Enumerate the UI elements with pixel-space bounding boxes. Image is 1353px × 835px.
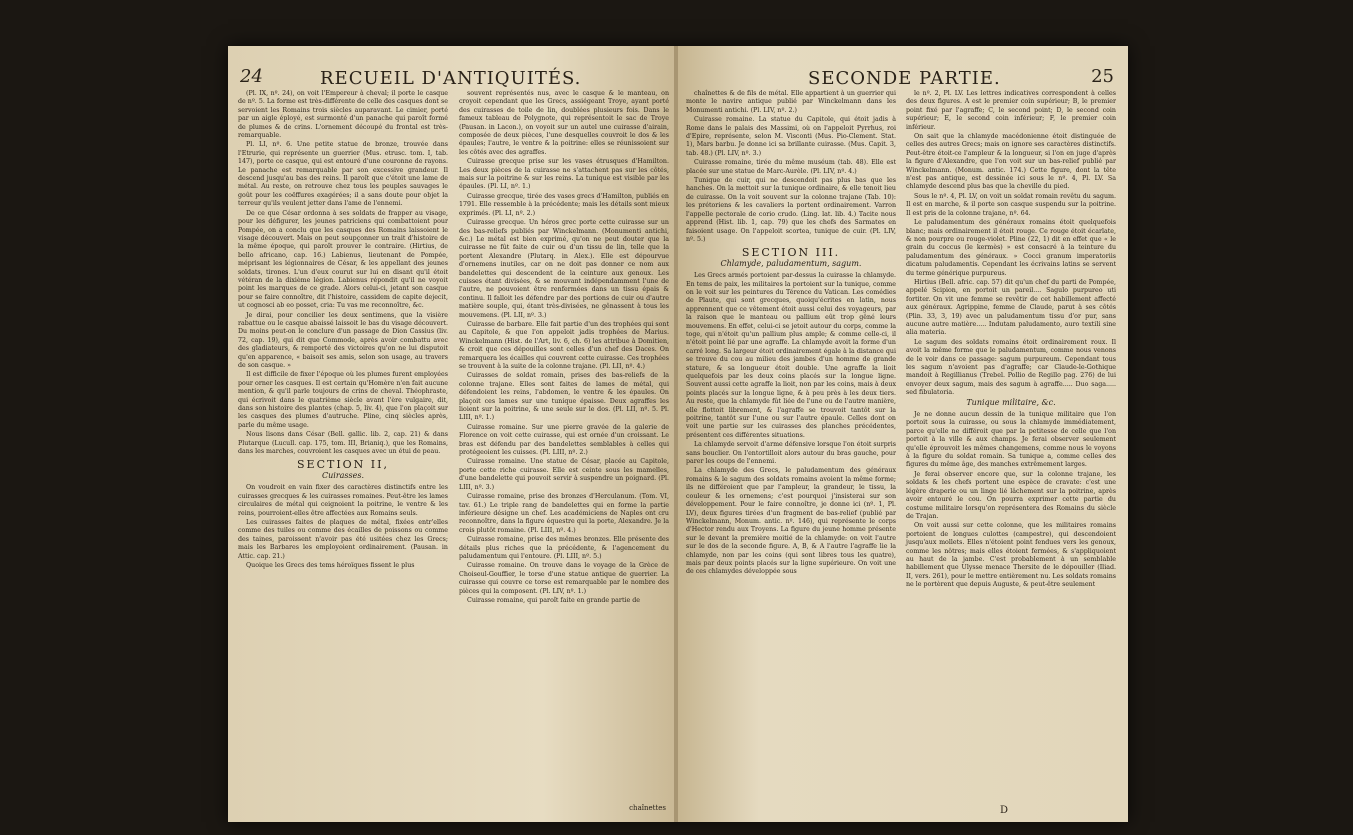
running-head-right: SECONDE PARTIE. [808,68,1001,89]
paragraph: Le sagum des soldats romains étoit ordinairement roux. Il avoit la même forme que le paludamentum, comme nous venons de le voir dans ce passage: sagum purpureum. Cependant tous les sagum n'avoient pas d'agraffe; car Claude-le-Gothique mandoit à Regillianus (Trebel. Pollio de Regillo pag. 276) de lui envoyer deux sagum, mais des sagum à agraffe..... Duo saga..... sed fibulatoria. [906,338,1116,397]
paragraph: (Pl. IX, nº. 24), on voit l'Empereur à cheval; il porte le casque de nº. 5. La forme est très-différente de celle des casques dont se servoient les Romains trois siècles auparavant. Le cimier, porté par un aigle éployé, est surmonté d'un panache qui paroît formé de plumes & de crins. L'ornement découpé du frontal est très-remarquable. [238,90,448,140]
paragraph: Quoique les Grecs des tems héroïques fissent le plus [246,561,415,569]
paragraph: On sait que la chlamyde macédonienne étoit distinguée de celles des autres Grecs; mais on ignore ses caractères distinctifs. Peut-être étoit-ce l'ampleur & la longueur, si l'on en juge d'après la figure d'Alexandre, que l'on voit sur un bas-relief publié par Winckelmann. (Monum. antic. 174.) Cette figure, dont la tête n'est pas antique, est dessinée ici sous le nº. 4, Pl. LV. Sa chlamyde descend plus bas que la cheville du pied. [906,133,1116,191]
right-page [678,46,1128,822]
paragraph: Tunique de cuir, qui ne descendoit pas plus bas que les hanches. On la mettoit sur la tunique ordinaire, & elle tenoit lieu de cuirasse. On la voit souvent sur la colonne trajane (Tab. 10): les prétoriens & les cavaliers la portent ordinairement. Varron l'appelle pectorale de corio crudo. (Ling. lat. lib. 4.) Tacite nous apprend (Hist. lib. 1, cap. 79) que les chefs des Sarmates en faisoient usage. On l'appeloit scortea, tunique de cuir. (Pl. LIV, nº. 5.) [686,177,896,243]
left-column-2-body [459,90,669,605]
left-column-1 [238,90,448,571]
right-column-1 [686,90,896,578]
paragraph: Le paludamentum des généraux romains étoit quelquefois blanc; mais ordinairement il étoit rouge. Ce rouge étoit écarlate, & non pourpre ou rouge-violet. Pline (22, 1) dit en effet que « le grain du coccus (le kermès) » est consacré à la teinture du paludamentum des généraux. » Cocci granum imperatoriis dicatum paludamentis. Cependant les écrivains latins se servent du terme générique purpureus. [906,219,1116,277]
section-ii-title: SECTION II, [297,458,389,472]
paragraph: Cuirasse romaine. Une statue de César, placée au Capitole, porte cette riche cuirasse. Elle est ceinte sous les mamelles, d'une bandelette qui pouvoit servir à suspendre un poignard. (Pl. LIII, nº. 3.) [459,458,669,491]
page-number-right: 25 [1091,66,1114,87]
paragraph: Cuirasse grecque, tirée des vases grecs d'Hamilton, publiés en 1791. Elle ressemble à la précédente; mais les détails sont mieux exprimés. (Pl. LI, nº. 2.) [459,192,669,217]
paragraph: souvent représentés nus, avec le casque & le manteau, on croyoit cependant que les Grecs, assiégeant Troye, ayant porté des cuirasses de toile de lin, doublées plusieurs fois. Dans le fameux tableau de Polygnote, qui représentoit le sac de Troye (Pausan. in Lacon.), on voyoit sur un autel une cuirasse d'airain, composée de deux pièces, l'une desquelles couvroit le dos & les épaules; l'autre, le ventre & la poitrine: elles se réunissoient sur les côtés avec des agraffes. [459,90,669,156]
paragraph: Cuirasse romaine, prise des mêmes bronzes. Elle présente des détails plus riches que la précédente, & l'agencement du paludamentum qui l'entoure. (Pl. LIII, nº. 5.) [459,536,669,560]
right-column-2-body-continued [906,411,1116,590]
right-column-2-body [906,90,1116,398]
section-iii-subtitle: Chlamyde, paludamentum, sagum. [720,258,862,268]
paragraph: La chlamyde servoit d'arme défensive lorsque l'on étoit surpris sans bouclier. On l'entortilloit alors autour du bras gauche, pour parer les coups de l'ennemi. [686,441,896,466]
paragraph: Cuirasse romaine. Sur une pierre gravée de la galerie de Florence on voit cette cuirasse, qui est ornée d'un croissant. Le bras est défendu par des bandelettes semblables à celles qui protégeoient les cuisses. (Pl. LIII, nº. 2.) [459,423,669,457]
paragraph: Cuirasse romaine. On trouve dans le voyage de la Grèce de Choiseul-Gouffier, le torse d'une statue antique de guerrier. La cuirasse qui couvre ce torse est remarquable par le nombre des pièces qui la composent. (Pl. LIV, nº. 1.) [459,562,669,595]
section-iii-title: SECTION III. [741,246,841,260]
paragraph: Cuirasse romaine, prise des bronzes d'Herculanum. (Tom. VI, tav. 61.) Le triple rang de bandelettes qui en forme la partie inférieure désigne un chef. Les académiciens de Naples ont cru reconnoître, dans la figure équestre qui la porte, Alexandre. Je la crois plutôt romaine. (Pl. LIII, nº. 4.) [459,493,669,534]
paragraph: Il est difficile de fixer l'époque où les plumes furent employées pour orner les casques. Il est certain qu'Homère n'en fait aucune mention, & qu'il parle toujours de crins de cheval. Théophraste, qui écrivoit dans le quatrième siècle avant l'ère vulgaire, dit, dans son histoire des plantes (chap. 5, liv. 4), que l'on plaçoit sur les casques des plumes d'autruche. Pline, cinq siècles après, parle du même usage. [238,371,448,429]
left-column-1-body-continued [238,484,448,570]
page-number-left: 24 [240,66,263,87]
paragraph: On voit aussi sur cette colonne, que les militaires romains portoient de longues culottes (campestre), qui descendoient jusqu'aux mollets. Elles n'étoient point fendues vers les genoux, comme les nôtres; mais elles étoient fermées, & s'appliquoient au haut de la jambe. C'est probablement à un semblable habillement que Ulysse menace Thersite de le dépouiller (Iliad. II, vers. 261), pour le mettre entièrement nu. Les soldats romains ne le portèrent que depuis Auguste, & peut-être seulement [906,522,1116,589]
section-ii-subtitle: Cuirasses. [321,470,365,480]
running-head-left: RECUEIL D'ANTIQUITÉS. [320,68,582,89]
paragraph: De ce que César ordonna à ses soldats de frapper au visage, pour les défigurer, les jeunes patriciens qui combattoient pour Pompée, on a conclu que les casques des Romains laissoient le visage découvert. Mais on peut soupçonner un trait d'histoire de la même époque, qui paroît prouver le contraire. (Hirtius, de bello africano, cap. 16.) Labienus, lieutenant de Pompée, méprisant les légionnaires de César, & les appellant des jeunes soldats, tirones. L'un d'eux courut sur lui en disant qu'il étoit vétéran de la dixième légion. Labienus répondit qu'il ne voyoit point les marques de ce grade. Alors celui-ci, jetant son casque pour se faire connoître, dit l'histoire, cassidem de capite dejecit, ut cognosci ab eo posset, cria: Tu vas me reconnoître, &c. [238,209,448,310]
tunique-militaire-title: Tunique militaire, &c. [966,397,1056,407]
paragraph: Hirtius (Bell. afric. cap. 57) dit qu'un chef du parti de Pompée, appelé Scipion, en portoit un pareil.... Sagulo purpureo uti fortiter. On vit une femme se revêtir de cet habillement affecté aux généraux. Agrippine, femme de Claude, parut à ses côtés (Plin. 33, 3, 19) avec un paludamentum tissu d'or pur, sans aucune autre matière..... Indutam paludamento, auro textili sine alia materia. [906,278,1116,337]
right-column-1-body-continued [686,272,896,577]
paragraph: Cuirasse romaine, tirée du même muséum (tab. 48). Elle est placée sur une statue de Marc-Aurèle. (Pl. LIV, nº. 4.) [686,159,896,175]
paragraph: Cuirasse romaine. La statue du Capitole, qui étoit jadis à Rome dans le palais des Massimi, où on l'appeloit Pyrrhus, roi d'Epire, représente, selon M. Visconti (Mus. Pio-Clement. Stat. 1), Mars barbu. Je donne ici sa brillante cuirasse. (Mus. Capit. 3, tab. 48.) (Pl. LIV, nº. 3.) [686,116,896,157]
paragraph: Sous le nº. 4, Pl. LV, on voit un soldat romain revêtu du sagum. Il est en marche, & il porte son casque suspendu sur la poitrine. Il est pris de la colonne trajane, nº. 64. [906,192,1116,217]
right-column-1-body [686,90,896,244]
paragraph: Cuirasse romaine, qui paroît faite en grande partie de [467,596,640,604]
paragraph: Cuirasse grecque. Un héros grec porte cette cuirasse sur un des bas-reliefs publiés par Winckelmann. (Monumenti antichi, &c.) Le métal est bien exprimé, qu'on ne peut douter que la cuirasse ne fût faite de cuir ou d'un tissu de lin, telle que la portent Alexandre (Plutarq. in Alex.). Elle est dépourvue d'ornemens inutiles, car on ne doit pas donner ce nom aux bandelettes qui descendent de la ceinture aux genoux. Les cuisses étant divisées, & se mouvant indépendamment l'une de l'autre, ne pouvoient être renfermées dans un tissu épais & continu. Il falloit les défendre par des portions de cuir ou d'autre matière souple, qui, étant très-divisées, ne gênassent à tous les mouvemens. (Pl. LII, nº. 3.) [459,219,669,319]
paragraph: Cuirasse de barbare. Elle fait partie d'un des trophées qui sont au Capitole, & que l'on appeloit jadis trophées de Marius. Winckelmann (Hist. de l'Art, liv. 6, ch. 6) les attribue à Domitien, & croit que ces dépouilles sont celles d'un chef des Daces. On remarquera les écailles qui couvrent cette cuirasse. Ces trophées se trouvent à la suite de la colonne trajane. (Pl. LII, nº. 4.) [459,320,669,370]
paragraph: le nº. 2, Pl. LV. Les lettres indicatives correspondent à celles des deux figures. A est le premier coin supérieur; B, le premier point fixé par l'agraffe; C, le second point; D, le second coin supérieur; E, le second coin inférieur; F, le premier coin inférieur. [906,90,1116,131]
left-page [228,46,678,822]
paragraph: Je ne donne aucun dessin de la tunique militaire que l'on portoit sous la cuirasse, ou sous la chlamyde immédiatement, parce qu'elle ne différoit que par la petitesse de celle que l'on portoit à la ville & aux champs. Je ferai observer seulement qu'elle éprouvoit les mêmes changemens, comme nous le voyons à la figure du soldat romain. Sa tunique a, comme celles des figures du même âge, des manches extrêmement larges. [906,411,1116,469]
paragraph: Pl. LI, nº. 6. Une petite statue de bronze, trouvée dans l'Etrurie, qui représente un guerrier (Mus. etrusc. tom. I, tab. 147), porte ce casque, qui est entouré d'une couronne de rayons. Le panache est remarquable par son excessive grandeur. Il descend jusqu'au bas des reins. Il paroît que c'étoit une lame de métal. Au reste, on retrouve chez tous les peuples sauvages le goût pour les coëffures exagérées; il a sans doute pour objet la terreur qu'ils veulent jetter dans l'ame de l'ennemi. [238,141,448,208]
left-column-2 [459,90,669,606]
paragraph: Les cuirasses faites de plaques de métal, fixées entr'elles comme des tuiles ou comme des écailles de poissons ou comme des taines, paroissent n'avoir pas été usitées chez les Grecs; mais les Barbares les employoient ordinairement. (Pausan. in Attic. cap. 21.) [238,518,448,560]
left-column-1-body [238,90,448,456]
paragraph: Les Grecs armés portoient par-dessus la cuirasse la chlamyde. En tems de paix, les militaires la portoient sur la tunique, comme on le voit sur les peintures du Térence du Vatican. Les comédies de Plaute, qui sont grecques, quoiqu'écrites en latin, nous apprennent que ce vêtement étoit aussi celui des voyageurs, par la raison que le manteau ou pallium eût trop gêné leurs mouvemens. En effet, celui-ci se jetoit autour du corps, comme la toge, qui n'étoit qu'un pallium plus ample; & comme celle-ci, il n'étoit point lié par une agraffe. La chlamyde avoit la forme d'un carré long. Sa largeur étoit ordinairement égale à la distance qui se trouve du cou au milieu des jambes d'un homme de grande stature, & sa longueur étoit double. Une agraffe la lioit quelquefois par les deux coins placés sur la longue ligne. Souvent aussi cette agraffe la lioit, non par les coins, mais à deux points placés sur la longue ligne, & à peu près à les deux tiers. Au reste, que la chlamyde fût liée de l'une ou de l'autre manière, elle flottoit librement, & l'agraffe se trouvoit tantôt sur la poitrine, tantôt sur l'une ou sur l'autre épaule. Celles dont on voit une partie sur les cuirasses des planches précédentes, présentent ces différentes situations. [686,272,896,439]
paragraph: On voudroit en vain fixer des caractères distinctifs entre les cuirasses grecques & les cuirasses romaines. Peut-être les lames circulaires de métal qui ceignoient la poitrine, le ventre & les reins, pourroient-elles être affectées aux Romains seuls. [238,484,448,517]
catchword: chaînettes [629,804,666,812]
paragraph: Nous lisons dans César (Bell. gallic. lib. 2, cap. 21) & dans Plutarque (Lucull. cap. 175, tom. III, Brianiq.), que les Romains, dans les marches, couvroient les casques avec un étui de peau. [238,431,448,456]
paragraph: Cuirasses de soldat romain, prises des bas-reliefs de la colonne trajane. Elles sont faites de lames de métal, qui défendoient les reins, l'abdomen, le ventre & les épaules. On plaçoit ces lames sur une tunique épaisse. Deux agraffes les lioient sur la poitrine, & une seule sur le dos. (Pl. LII, nº. 5. Pl. LIII, nº. 1.) [459,372,669,422]
paragraph: Je ferai observer encore que, sur la colonne trajane, les soldats & les chefs portent une espèce de cravate: c'est une légère draperie ou un linge lié lâchement sur la poitrine, après avoir entouré le cou. On pourra exprimer cette partie du costume militaire lorsqu'on représentera des Romains du siècle de Trajan. [906,470,1116,520]
signature-mark: D [999,805,1008,816]
paragraph: La chlamyde des Grecs, le paludamentum des généraux romains & le sagum des soldats romains avoient la même forme; ils ne différoient que par l'ampleur, la grandeur, le tissu, la couleur & les ornemens; c'est pourquoi j'insisterai sur son développement. Pour le faire connoître, je donne ici (nº. 1, Pl. LV), deux figures tirées d'un fragment de bas-relief (publié par Winckelmann, Monum. antic. nº. 146), qui représente le corps d'Hector rendu aux Troyens. La figure du jeune homme présente sur le devant la première moitié de la chlamyde: on voit l'autre sur le dos de la seconde figure. A, B, & A l'autre l'agraffe lie la chlamyde, non par les coins (qui sont libres tous les quatre), mais par deux points placés sur la ligne supérieure. On voit une de ces chlamydes développée sous [686,467,896,576]
paragraph: Je dirai, pour concilier les deux sentimens, que la visière rabattue ou le casque abaissé laissoit le bas du visage découvert. Du moins peut-on le conclure d'un passage de Dion Cassius (liv. 72, cap. 19), qui dit que Commode, après avoir combattu avec des gladiateurs, & remporté des victoires qu'on ne lui disputoit qu'en apparence, « baisoit ses amis, selon son usage, au travers de son casque. » [238,311,448,369]
book-spread [228,46,1128,822]
right-column-2 [906,90,1116,591]
paragraph: chaînettes & de fils de métal. Elle appartient à un guerrier qui monte le navire antique publié par Winckelmann dans les Monumenti antichi. (Pl. LIV, nº. 2.) [686,90,896,114]
paragraph: Cuirasse grecque prise sur les vases étrusques d'Hamilton. Les deux pièces de la cuirasse ne s'attachent pas sur les côtés, mais sur la poitrine & sur les reins. La tunique est visible par les épaules. (Pl. LI, nº. 1.) [459,158,669,191]
